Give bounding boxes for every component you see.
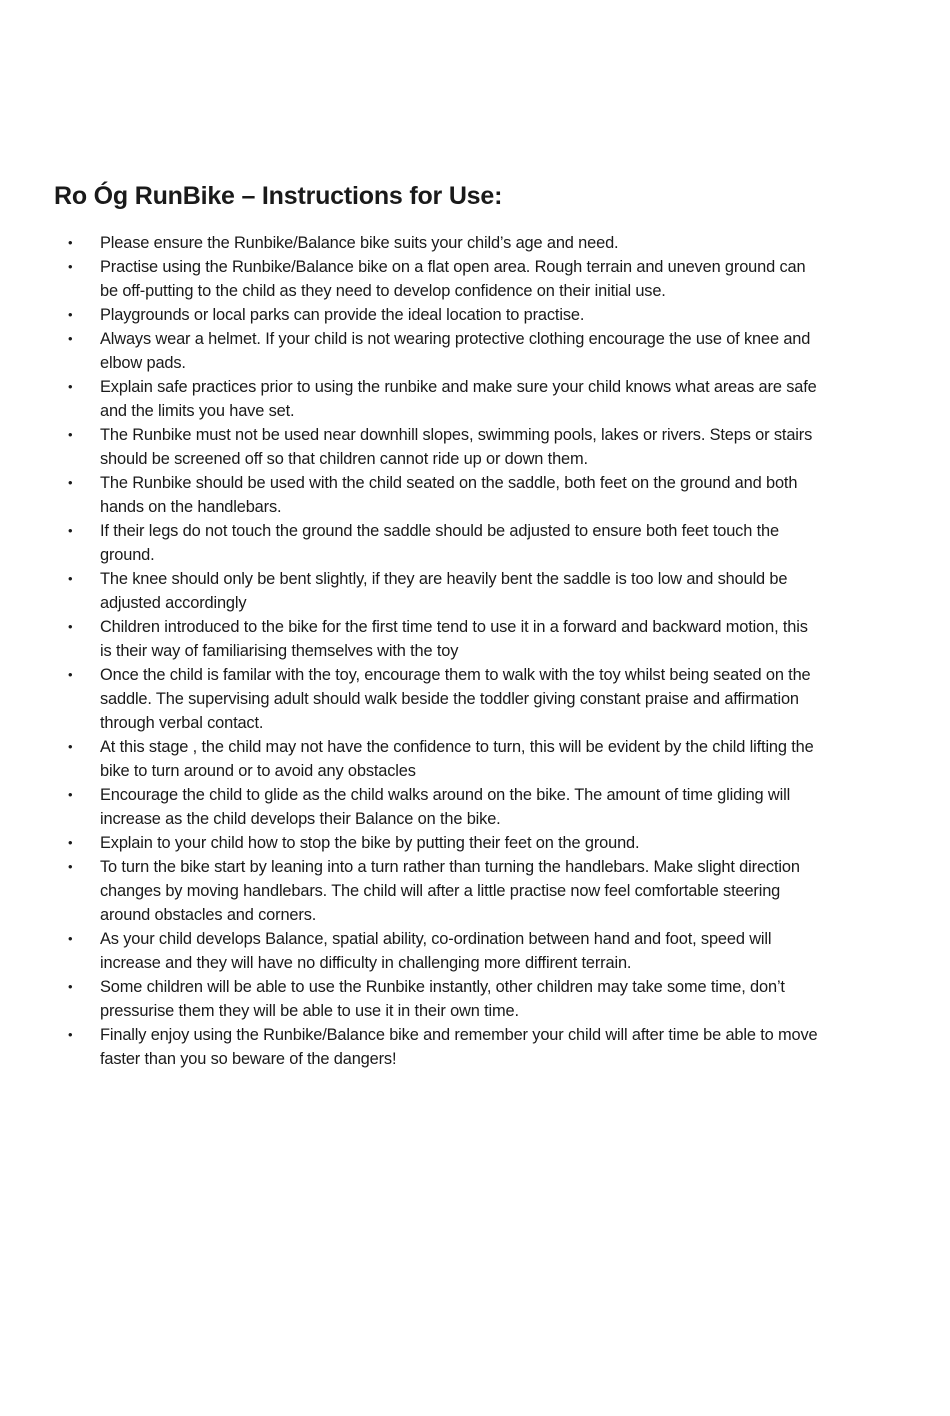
list-item-text: Once the child is familar with the toy, encourage them to walk with the toy whilst being seated on the saddle. The supervising adult should walk beside the toddler giving constant praise and affirmation through verbal contact. xyxy=(100,666,811,732)
list-item-text: To turn the bike start by leaning into a turn rather than turning the handlebars. Make slight direction changes by moving handlebars. The child will after a little practise now feel comfortable steering around obstacles and corners. xyxy=(100,858,800,924)
bullet-icon: • xyxy=(68,739,73,754)
bullet-icon: • xyxy=(68,859,73,874)
list-item-text: Practise using the Runbike/Balance bike on a flat open area. Rough terrain and uneven ground can be off-putting to the child as they need to develop confidence on their initial use. xyxy=(100,258,806,300)
list-item xyxy=(62,255,822,303)
list-item-text: If their legs do not touch the ground the saddle should be adjusted to ensure both feet touch the ground. xyxy=(100,522,779,564)
list-item-text: Encourage the child to glide as the child walks around on the bike. The amount of time gliding will increase as the child develops their Balance on the bike. xyxy=(100,786,791,828)
instructions-list xyxy=(62,231,822,1071)
bullet-icon: • xyxy=(68,331,73,346)
bullet-icon: • xyxy=(68,619,73,634)
bullet-icon: • xyxy=(68,571,73,586)
list-item-text: The knee should only be bent slightly, if they are heavily bent the saddle is too low and should be adjusted accordingly xyxy=(100,570,788,612)
bullet-icon: • xyxy=(68,235,73,250)
bullet-icon: • xyxy=(68,379,73,394)
list-item-text: At this stage , the child may not have the confidence to turn, this will be evident by the child lifting the bike to turn around or to avoid any obstacles xyxy=(100,738,814,780)
bullet-icon: • xyxy=(68,931,73,946)
list-item xyxy=(62,375,822,423)
bullet-icon: • xyxy=(68,307,73,322)
list-item xyxy=(62,231,822,255)
list-item xyxy=(62,735,822,783)
list-item xyxy=(62,975,822,1023)
list-item-text: Please ensure the Runbike/Balance bike suits your child’s age and need. xyxy=(100,234,619,252)
list-item-text: Playgrounds or local parks can provide the ideal location to practise. xyxy=(100,306,585,324)
list-item-text: The Runbike must not be used near downhill slopes, swimming pools, lakes or rivers. Steps or stairs should be screened off so that children cannot ride up or down them. xyxy=(100,426,813,468)
document-title: Ro Óg RunBike – Instructions for Use: xyxy=(54,182,503,210)
list-item xyxy=(62,831,822,855)
list-item-text: Explain safe practices prior to using the runbike and make sure your child knows what areas are safe and the limits you have set. xyxy=(100,378,817,420)
list-item-text: As your child develops Balance, spatial ability, co-ordination between hand and foot, speed will increase and they will have no difficulty in challenging more diffirent terrain. xyxy=(100,930,772,972)
list-item xyxy=(62,423,822,471)
bullet-icon: • xyxy=(68,979,73,994)
bullet-icon: • xyxy=(68,1027,73,1042)
list-item xyxy=(62,1023,822,1071)
list-item xyxy=(62,783,822,831)
bullet-icon: • xyxy=(68,259,73,274)
list-item xyxy=(62,567,822,615)
bullet-icon: • xyxy=(68,667,73,682)
list-item-text: Always wear a helmet. If your child is not wearing protective clothing encourage the use of knee and elbow pads. xyxy=(100,330,811,372)
bullet-icon: • xyxy=(68,835,73,850)
list-item xyxy=(62,615,822,663)
list-item-text: Finally enjoy using the Runbike/Balance bike and remember your child will after time be able to move faster than you so beware of the dangers! xyxy=(100,1026,818,1068)
bullet-icon: • xyxy=(68,427,73,442)
bullet-icon: • xyxy=(68,787,73,802)
list-item xyxy=(62,855,822,927)
bullet-icon: • xyxy=(68,523,73,538)
list-item xyxy=(62,663,822,735)
list-item-text: Some children will be able to use the Runbike instantly, other children may take some time, don’t pressurise them they will be able to use it in their own time. xyxy=(100,978,785,1020)
list-item-text: Children introduced to the bike for the first time tend to use it in a forward and backward motion, this is their way of familiarising themselves with the toy xyxy=(100,618,808,660)
list-item-text: Explain to your child how to stop the bike by putting their feet on the ground. xyxy=(100,834,640,852)
list-item xyxy=(62,927,822,975)
list-item-text: The Runbike should be used with the child seated on the saddle, both feet on the ground and both hands on the handlebars. xyxy=(100,474,798,516)
list-item xyxy=(62,303,822,327)
list-item xyxy=(62,519,822,567)
list-item xyxy=(62,327,822,375)
bullet-icon: • xyxy=(68,475,73,490)
list-item xyxy=(62,471,822,519)
